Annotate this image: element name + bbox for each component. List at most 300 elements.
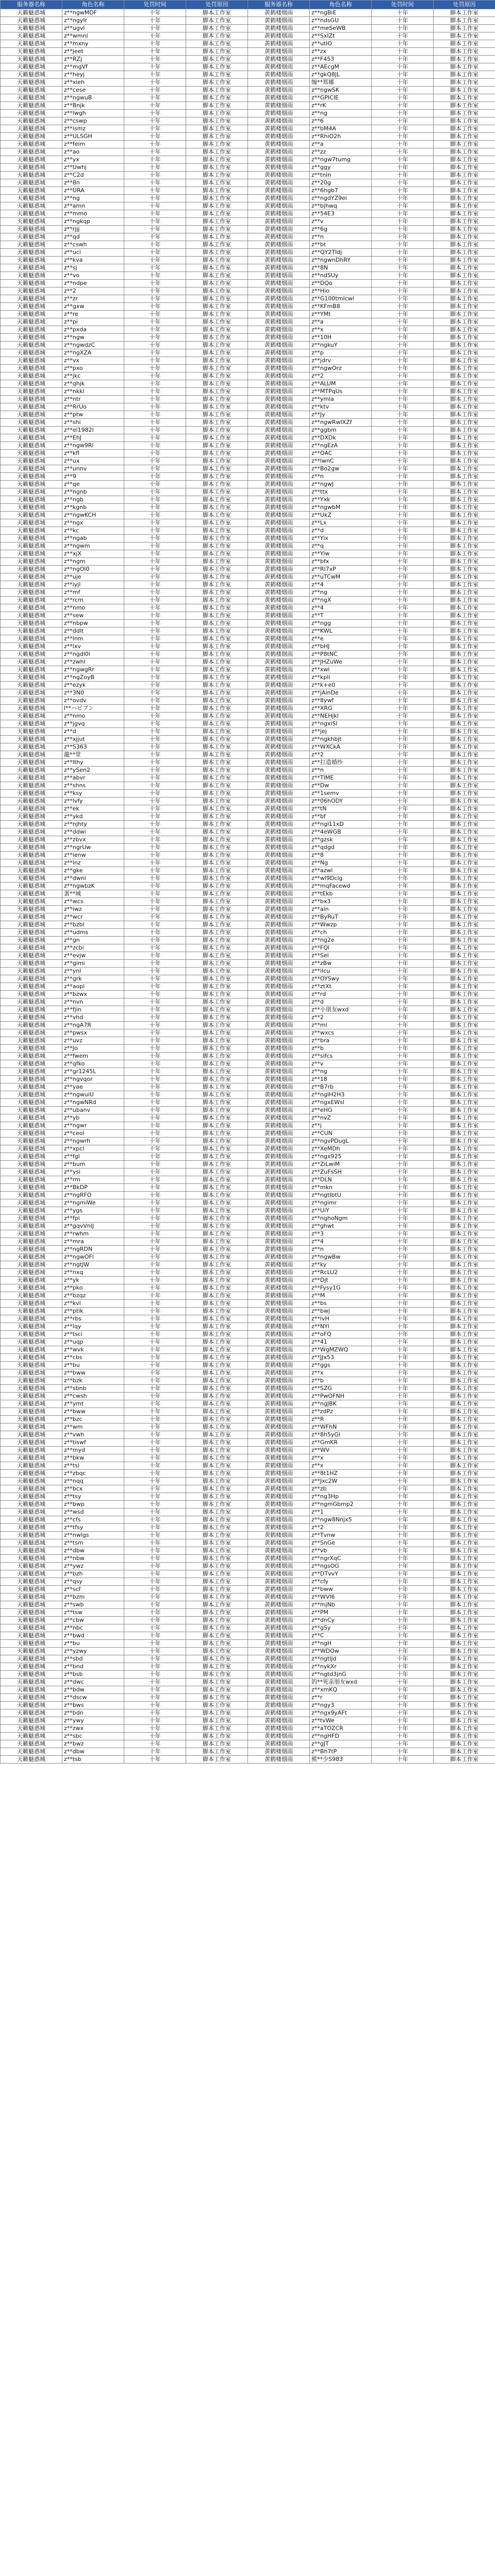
server-name-cell: 黄鹤楼烟雨 — [248, 1516, 310, 1524]
penalty-reason-cell: 脚本工作室 — [434, 1578, 495, 1586]
penalty-reason-cell: 脚本工作室 — [434, 125, 495, 133]
table-row — [1, 674, 495, 682]
role-name-cell: z**NEHjkl — [310, 713, 372, 720]
role-name-cell: z**nglH2H3 — [310, 1091, 372, 1099]
role-name-cell: z**gqvVnIJ — [62, 1223, 124, 1230]
role-name-cell: z**yk — [62, 1277, 124, 1284]
server-name-cell: 天籁魅惑城 — [1, 326, 62, 334]
penalty-time-cell: 十年 — [124, 1215, 186, 1223]
penalty-reason-cell: 脚本工作室 — [434, 998, 495, 1006]
penalty-time-cell: 十年 — [124, 1663, 186, 1671]
role-name-cell: z**sj — [62, 264, 124, 272]
role-name-cell: z**ngmGbmp2 — [310, 1501, 372, 1509]
table-row — [1, 1578, 495, 1586]
penalty-reason-cell: 脚本工作室 — [186, 241, 248, 249]
server-name-cell: 黄鹤楼烟雨 — [248, 1346, 310, 1354]
penalty-reason-cell: 脚本工作室 — [186, 1547, 248, 1555]
penalty-reason-cell: 脚本工作室 — [434, 1385, 495, 1393]
server-name-cell: 天籁魅惑城 — [1, 287, 62, 295]
role-name-cell: z**q — [310, 543, 372, 550]
table-row — [1, 1184, 495, 1192]
penalty-time-cell: 十年 — [372, 1014, 434, 1022]
penalty-time-cell: 十年 — [372, 56, 434, 63]
server-name-cell: 天籁魅惑城 — [1, 1122, 62, 1130]
penalty-time-cell: 十年 — [124, 1431, 186, 1439]
penalty-reason-cell: 脚本工作室 — [434, 17, 495, 25]
penalty-time-cell: 十年 — [372, 434, 434, 442]
server-name-cell: 黄鹤楼烟雨 — [248, 774, 310, 782]
penalty-time-cell: 十年 — [124, 1640, 186, 1648]
role-name-cell: z**nghoNgm — [310, 1215, 372, 1223]
role-name-cell: z**zwx — [62, 1725, 124, 1733]
server-name-cell: 黄鹤楼烟雨 — [248, 991, 310, 998]
server-name-cell: 天籁魅惑城 — [1, 697, 62, 705]
role-name-cell: z**2 — [310, 1014, 372, 1022]
penalty-time-cell: 十年 — [124, 1053, 186, 1060]
penalty-time-cell: 十年 — [124, 852, 186, 859]
role-name-cell: z**zx — [310, 48, 372, 56]
penalty-time-cell: 十年 — [372, 581, 434, 589]
penalty-time-cell: 十年 — [372, 411, 434, 419]
role-name-cell: z**nkkl — [62, 388, 124, 396]
table-row — [1, 349, 495, 357]
penalty-reason-cell: 脚本工作室 — [434, 1679, 495, 1686]
role-name-cell: z**x — [310, 1454, 372, 1462]
server-name-cell: 黄鹤楼烟雨 — [248, 172, 310, 179]
server-name-cell: 黄鹤楼烟雨 — [248, 759, 310, 767]
penalty-time-cell: 十年 — [372, 1756, 434, 1764]
penalty-time-cell: 十年 — [372, 867, 434, 875]
table-row — [1, 566, 495, 573]
server-name-cell: 黄鹤楼烟雨 — [248, 983, 310, 991]
role-name-cell: z**ngx925 — [310, 1153, 372, 1161]
server-name-cell: 天籁魅惑城 — [1, 1586, 62, 1594]
server-name-cell: 黄鹤楼烟雨 — [248, 1740, 310, 1748]
penalty-time-cell: 十年 — [372, 1261, 434, 1269]
role-name-cell: z**ngg — [310, 620, 372, 628]
penalty-reason-cell: 脚本工作室 — [434, 1624, 495, 1632]
role-name-cell: z**ndSUy — [310, 272, 372, 280]
table-row — [1, 1439, 495, 1447]
role-name-cell: z**lwnC — [310, 457, 372, 465]
penalty-time-cell: 十年 — [372, 1161, 434, 1168]
penalty-reason-cell: 脚本工作室 — [434, 264, 495, 272]
role-name-cell: z**4 — [310, 581, 372, 589]
server-name-cell: 黄鹤楼烟雨 — [248, 844, 310, 852]
penalty-time-cell: 十年 — [124, 1045, 186, 1053]
role-name-cell: z**a — [310, 318, 372, 326]
penalty-reason-cell: 脚本工作室 — [434, 674, 495, 682]
penalty-time-cell: 十年 — [124, 1447, 186, 1454]
penalty-reason-cell: 脚本工作室 — [186, 233, 248, 241]
penalty-time-cell: 十年 — [372, 682, 434, 689]
penalty-time-cell: 十年 — [124, 543, 186, 550]
server-name-cell: 天籁魅惑城 — [1, 25, 62, 32]
penalty-time-cell: 十年 — [372, 1470, 434, 1478]
role-name-cell: z**WgMZWQ — [310, 1346, 372, 1354]
penalty-time-cell: 十年 — [124, 635, 186, 643]
penalty-time-cell: 十年 — [124, 782, 186, 790]
penalty-time-cell: 十年 — [372, 852, 434, 859]
table-row — [1, 1632, 495, 1640]
table-row — [1, 1416, 495, 1423]
penalty-time-cell: 十年 — [372, 202, 434, 210]
table-row — [1, 133, 495, 141]
role-name-cell: z**lxv — [62, 643, 124, 651]
penalty-time-cell: 十年 — [124, 125, 186, 133]
role-name-cell: z**vb — [310, 1547, 372, 1555]
penalty-time-cell: 十年 — [124, 1338, 186, 1346]
penalty-time-cell: 十年 — [124, 1501, 186, 1509]
server-name-cell: 黄鹤楼烟雨 — [248, 1439, 310, 1447]
server-name-cell: 黄鹤楼烟雨 — [248, 713, 310, 720]
server-name-cell: 天籁魅惑城 — [1, 790, 62, 798]
penalty-time-cell: 十年 — [124, 1176, 186, 1184]
penalty-reason-cell: 脚本工作室 — [186, 1516, 248, 1524]
server-name-cell: 黄鹤楼烟雨 — [248, 25, 310, 32]
penalty-time-cell: 十年 — [124, 311, 186, 318]
penalty-reason-cell: 脚本工作室 — [434, 1053, 495, 1060]
role-name-cell: z**uje — [62, 573, 124, 581]
penalty-reason-cell: 脚本工作室 — [434, 1161, 495, 1168]
penalty-reason-cell: 脚本工作室 — [186, 836, 248, 844]
role-name-cell: z**2 — [310, 372, 372, 380]
table-row — [1, 1122, 495, 1130]
server-name-cell: 黄鹤楼烟雨 — [248, 1485, 310, 1493]
penalty-reason-cell: 脚本工作室 — [186, 1362, 248, 1369]
server-name-cell: 黄鹤楼烟雨 — [248, 133, 310, 141]
penalty-reason-cell: 脚本工作室 — [434, 620, 495, 628]
role-name-cell: z**DLN — [310, 1176, 372, 1184]
penalty-time-cell: 十年 — [372, 79, 434, 87]
penalty-time-cell: 十年 — [124, 1199, 186, 1207]
penalty-time-cell: 十年 — [124, 380, 186, 388]
penalty-time-cell: 十年 — [124, 620, 186, 628]
penalty-reason-cell: 脚本工作室 — [434, 218, 495, 226]
role-name-cell: z**grk — [62, 975, 124, 983]
server-name-cell: 天籁魅惑城 — [1, 202, 62, 210]
server-name-cell: 黄鹤楼烟雨 — [248, 1632, 310, 1640]
role-name-cell: z**heyj — [62, 71, 124, 79]
table-row — [1, 1331, 495, 1338]
server-name-cell: 天籁魅惑城 — [1, 651, 62, 658]
penalty-time-cell: 十年 — [372, 1037, 434, 1045]
penalty-reason-cell: 脚本工作室 — [434, 1563, 495, 1570]
penalty-time-cell: 十年 — [124, 488, 186, 496]
server-name-cell: 黄鹤楼烟雨 — [248, 1393, 310, 1400]
server-name-cell: 天籁魅惑城 — [1, 172, 62, 179]
penalty-time-cell: 十年 — [124, 689, 186, 697]
role-name-cell: z**x — [310, 1369, 372, 1377]
penalty-reason-cell: 脚本工作室 — [434, 1632, 495, 1640]
penalty-time-cell: 十年 — [372, 1153, 434, 1161]
role-name-cell: z**RcLU2 — [310, 1269, 372, 1277]
role-name-cell: z**qfko — [62, 1060, 124, 1068]
server-name-cell: 天籁魅惑城 — [1, 1184, 62, 1192]
role-name-cell: z**ggs — [310, 1362, 372, 1369]
penalty-time-cell: 十年 — [372, 1748, 434, 1756]
server-name-cell: 黄鹤楼烟雨 — [248, 1122, 310, 1130]
server-name-cell: 天籁魅惑城 — [1, 1439, 62, 1447]
server-name-cell: 天籁魅惑城 — [1, 867, 62, 875]
role-name-cell: z**bs — [310, 1300, 372, 1308]
penalty-time-cell: 十年 — [372, 241, 434, 249]
penalty-reason-cell: 脚本工作室 — [434, 141, 495, 148]
table-row — [1, 782, 495, 790]
role-name-cell: z**nbpw — [62, 620, 124, 628]
penalty-reason-cell: 脚本工作室 — [434, 1331, 495, 1338]
server-name-cell: 天籁魅惑城 — [1, 1462, 62, 1470]
penalty-reason-cell: 脚本工作室 — [186, 326, 248, 334]
penalty-time-cell: 十年 — [124, 56, 186, 63]
penalty-time-cell: 十年 — [372, 1346, 434, 1354]
server-name-cell: 天籁魅惑城 — [1, 1029, 62, 1037]
table-row — [1, 1539, 495, 1547]
table-row — [1, 906, 495, 913]
penalty-time-cell: 十年 — [124, 1308, 186, 1315]
penalty-time-cell: 十年 — [124, 504, 186, 512]
server-name-cell: 黄鹤楼烟雨 — [248, 1462, 310, 1470]
server-name-cell: 黄鹤楼烟雨 — [248, 1501, 310, 1509]
role-name-cell: z**ky — [310, 1261, 372, 1269]
server-name-cell: 黄鹤楼烟雨 — [248, 1060, 310, 1068]
penalty-reason-cell: 脚本工作室 — [186, 156, 248, 164]
server-name-cell: 黄鹤楼烟雨 — [248, 1068, 310, 1076]
server-name-cell: 黄鹤楼烟雨 — [248, 782, 310, 790]
penalty-reason-cell: 脚本工作室 — [434, 1315, 495, 1323]
penalty-time-cell: 十年 — [124, 527, 186, 535]
penalty-reason-cell: 脚本工作室 — [434, 342, 495, 349]
server-name-cell: 黄鹤楼烟雨 — [248, 1145, 310, 1153]
penalty-reason-cell: 脚本工作室 — [434, 1570, 495, 1578]
penalty-time-cell: 十年 — [124, 828, 186, 836]
penalty-time-cell: 十年 — [372, 1431, 434, 1439]
penalty-time-cell: 十年 — [124, 1478, 186, 1485]
penalty-reason-cell: 脚本工作室 — [186, 496, 248, 504]
penalty-reason-cell: 脚本工作室 — [434, 805, 495, 813]
penalty-time-cell: 十年 — [372, 937, 434, 944]
penalty-time-cell: 十年 — [372, 419, 434, 427]
penalty-time-cell: 十年 — [372, 1083, 434, 1091]
table-row — [1, 1346, 495, 1354]
penalty-time-cell: 十年 — [372, 117, 434, 125]
penalty-reason-cell: 脚本工作室 — [434, 133, 495, 141]
server-name-cell: 黄鹤楼烟雨 — [248, 581, 310, 589]
role-name-cell: z**bdw — [62, 1686, 124, 1694]
role-name-cell: z**bdn — [62, 1709, 124, 1717]
penalty-time-cell: 十年 — [372, 828, 434, 836]
penalty-time-cell: 十年 — [124, 1609, 186, 1617]
penalty-time-cell: 十年 — [124, 566, 186, 573]
table-row — [1, 326, 495, 334]
server-name-cell: 黄鹤楼烟雨 — [248, 1447, 310, 1454]
role-name-cell: z**gzsk — [310, 836, 372, 844]
table-row — [1, 867, 495, 875]
penalty-reason-cell: 脚本工作室 — [434, 1609, 495, 1617]
server-name-cell: 天籁魅惑城 — [1, 1022, 62, 1029]
role-name-cell: z**Bnjk — [62, 102, 124, 110]
server-name-cell: 黄鹤楼烟雨 — [248, 1416, 310, 1423]
table-row — [1, 1555, 495, 1563]
table-row — [1, 388, 495, 396]
server-name-cell: 黄鹤楼烟雨 — [248, 1006, 310, 1014]
server-name-cell: 黄鹤楼烟雨 — [248, 852, 310, 859]
server-name-cell: 天籁魅惑城 — [1, 365, 62, 372]
penalty-time-cell: 十年 — [124, 1671, 186, 1679]
role-name-cell: z**nxq — [62, 1269, 124, 1277]
role-name-cell: z**qdgd — [310, 844, 372, 852]
penalty-reason-cell: 脚本工作室 — [434, 1462, 495, 1470]
penalty-reason-cell: 脚本工作室 — [434, 1400, 495, 1408]
server-name-cell: 天籁魅惑城 — [1, 1099, 62, 1107]
penalty-time-cell: 十年 — [124, 1346, 186, 1354]
role-name-cell: z**ngxiSl — [310, 720, 372, 728]
server-name-cell: 天籁魅惑城 — [1, 117, 62, 125]
server-name-cell: 黄鹤楼烟雨 — [248, 1107, 310, 1114]
role-name-cell: z**bcx — [62, 1485, 124, 1493]
penalty-reason-cell: 脚本工作室 — [434, 666, 495, 674]
penalty-time-cell: 十年 — [372, 1663, 434, 1671]
server-name-cell: 天籁魅惑城 — [1, 1609, 62, 1617]
table-row — [1, 720, 495, 728]
role-name-cell: z**JJx53 — [310, 1354, 372, 1362]
table-row — [1, 1199, 495, 1207]
penalty-reason-cell: 脚本工作室 — [186, 682, 248, 689]
role-name-cell: z**bx3 — [310, 898, 372, 906]
penalty-time-cell: 十年 — [372, 1385, 434, 1393]
role-name-cell: z**PwOFNH — [310, 1393, 372, 1400]
penalty-reason-cell: 脚本工作室 — [186, 365, 248, 372]
role-name-cell: z**ngkuY — [310, 342, 372, 349]
role-name-cell: z**rbs — [62, 1315, 124, 1323]
penalty-time-cell: 十年 — [372, 1277, 434, 1284]
penalty-reason-cell: 脚本工作室 — [434, 1006, 495, 1014]
role-name-cell: z**dbw — [62, 1748, 124, 1756]
role-name-cell: z**iyjl — [62, 581, 124, 589]
table-row — [1, 202, 495, 210]
server-name-cell: 黄鹤楼烟雨 — [248, 960, 310, 968]
penalty-time-cell: 十年 — [124, 334, 186, 342]
penalty-time-cell: 十年 — [124, 241, 186, 249]
table-row — [1, 1037, 495, 1045]
server-name-cell: 天籁魅惑城 — [1, 658, 62, 666]
server-name-cell: 天籁魅惑城 — [1, 1485, 62, 1493]
penalty-reason-cell: 脚本工作室 — [186, 1648, 248, 1655]
role-name-cell: z**bkw — [62, 1454, 124, 1462]
penalty-reason-cell: 脚本工作室 — [434, 187, 495, 195]
penalty-time-cell: 十年 — [372, 264, 434, 272]
penalty-time-cell: 十年 — [124, 937, 186, 944]
penalty-time-cell: 十年 — [124, 1246, 186, 1253]
penalty-time-cell: 十年 — [372, 1478, 434, 1485]
role-name-cell: z**nmo — [62, 713, 124, 720]
server-name-cell: 天籁魅惑城 — [1, 991, 62, 998]
server-name-cell: 天籁魅惑城 — [1, 40, 62, 48]
penalty-time-cell: 十年 — [124, 991, 186, 998]
penalty-time-cell: 十年 — [124, 898, 186, 906]
penalty-time-cell: 十年 — [124, 682, 186, 689]
role-name-cell: z**bnd — [62, 1663, 124, 1671]
role-name-cell: z**ngwOFl — [62, 1253, 124, 1261]
role-name-cell: z**jkc — [62, 372, 124, 380]
server-name-cell: 黄鹤楼烟雨 — [248, 202, 310, 210]
server-name-cell: 黄鹤楼烟雨 — [248, 473, 310, 481]
role-name-cell: z**k+e0 — [310, 682, 372, 689]
role-name-cell: z**aln — [310, 906, 372, 913]
role-name-cell: z**ngH — [310, 1640, 372, 1648]
penalty-reason-cell: 脚本工作室 — [186, 1029, 248, 1037]
penalty-time-cell: 十年 — [124, 326, 186, 334]
penalty-time-cell: 十年 — [124, 218, 186, 226]
server-name-cell: 黄鹤楼烟雨 — [248, 1725, 310, 1733]
server-name-cell: 黄鹤楼烟雨 — [248, 1253, 310, 1261]
penalty-reason-cell: 脚本工作室 — [186, 226, 248, 233]
penalty-time-cell: 十年 — [124, 442, 186, 450]
server-name-cell: 黄鹤楼烟雨 — [248, 32, 310, 40]
penalty-time-cell: 十年 — [372, 280, 434, 287]
penalty-reason-cell: 脚本工作室 — [186, 419, 248, 427]
role-name-cell: z**gn — [62, 937, 124, 944]
role-name-cell: z**ngw — [62, 334, 124, 342]
server-name-cell: 黄鹤楼烟雨 — [248, 1617, 310, 1624]
penalty-reason-cell: 脚本工作室 — [186, 1138, 248, 1145]
penalty-reason-cell: 脚本工作室 — [186, 867, 248, 875]
server-name-cell: 黄鹤楼烟雨 — [248, 921, 310, 929]
role-name-cell: z**8n — [62, 179, 124, 187]
server-name-cell: 黄鹤楼烟雨 — [248, 875, 310, 883]
role-name-cell: z**nbc — [62, 1624, 124, 1632]
server-name-cell: 天籁魅惑城 — [1, 1014, 62, 1022]
penalty-reason-cell: 脚本工作室 — [434, 496, 495, 504]
penalty-reason-cell: 脚本工作室 — [186, 573, 248, 581]
server-name-cell: 天籁魅惑城 — [1, 442, 62, 450]
penalty-reason-cell: 脚本工作室 — [186, 195, 248, 202]
penalty-time-cell: 十年 — [372, 287, 434, 295]
role-name-cell: z**gimi — [62, 960, 124, 968]
role-name-cell: z**ngwBw — [310, 1253, 372, 1261]
header-role-name-left: 角色名称 — [62, 1, 124, 9]
penalty-reason-cell: 脚本工作室 — [186, 589, 248, 597]
server-name-cell: 天籁魅惑城 — [1, 929, 62, 937]
penalty-time-cell: 十年 — [124, 396, 186, 403]
role-name-cell: z**Ng — [310, 859, 372, 867]
penalty-time-cell: 十年 — [124, 94, 186, 102]
table-row — [1, 434, 495, 442]
role-name-cell: z**wmnl — [62, 32, 124, 40]
penalty-reason-cell: 脚本工作室 — [434, 303, 495, 311]
role-name-cell: z**8 — [310, 852, 372, 859]
server-name-cell: 黄鹤楼烟雨 — [248, 535, 310, 543]
penalty-time-cell: 十年 — [124, 921, 186, 929]
penalty-reason-cell: 脚本工作室 — [434, 241, 495, 249]
penalty-time-cell: 十年 — [372, 1076, 434, 1083]
penalty-time-cell: 十年 — [124, 1408, 186, 1416]
table-row — [1, 94, 495, 102]
role-name-cell: z**NYl — [310, 1323, 372, 1331]
penalty-time-cell: 十年 — [124, 604, 186, 612]
role-name-cell: z**ch — [310, 929, 372, 937]
server-name-cell: 黄鹤楼烟雨 — [248, 689, 310, 697]
penalty-time-cell: 十年 — [372, 1439, 434, 1447]
role-name-cell: z**F453 — [310, 56, 372, 63]
server-name-cell: 黄鹤楼烟雨 — [248, 1292, 310, 1300]
penalty-time-cell: 十年 — [124, 226, 186, 233]
server-name-cell: 黄鹤楼烟雨 — [248, 272, 310, 280]
server-name-cell: 天籁魅惑城 — [1, 612, 62, 620]
server-name-cell: 黄鹤楼烟雨 — [248, 110, 310, 117]
role-name-cell: z**fwem — [62, 1053, 124, 1060]
role-name-cell: z**nvZ — [310, 1114, 372, 1122]
